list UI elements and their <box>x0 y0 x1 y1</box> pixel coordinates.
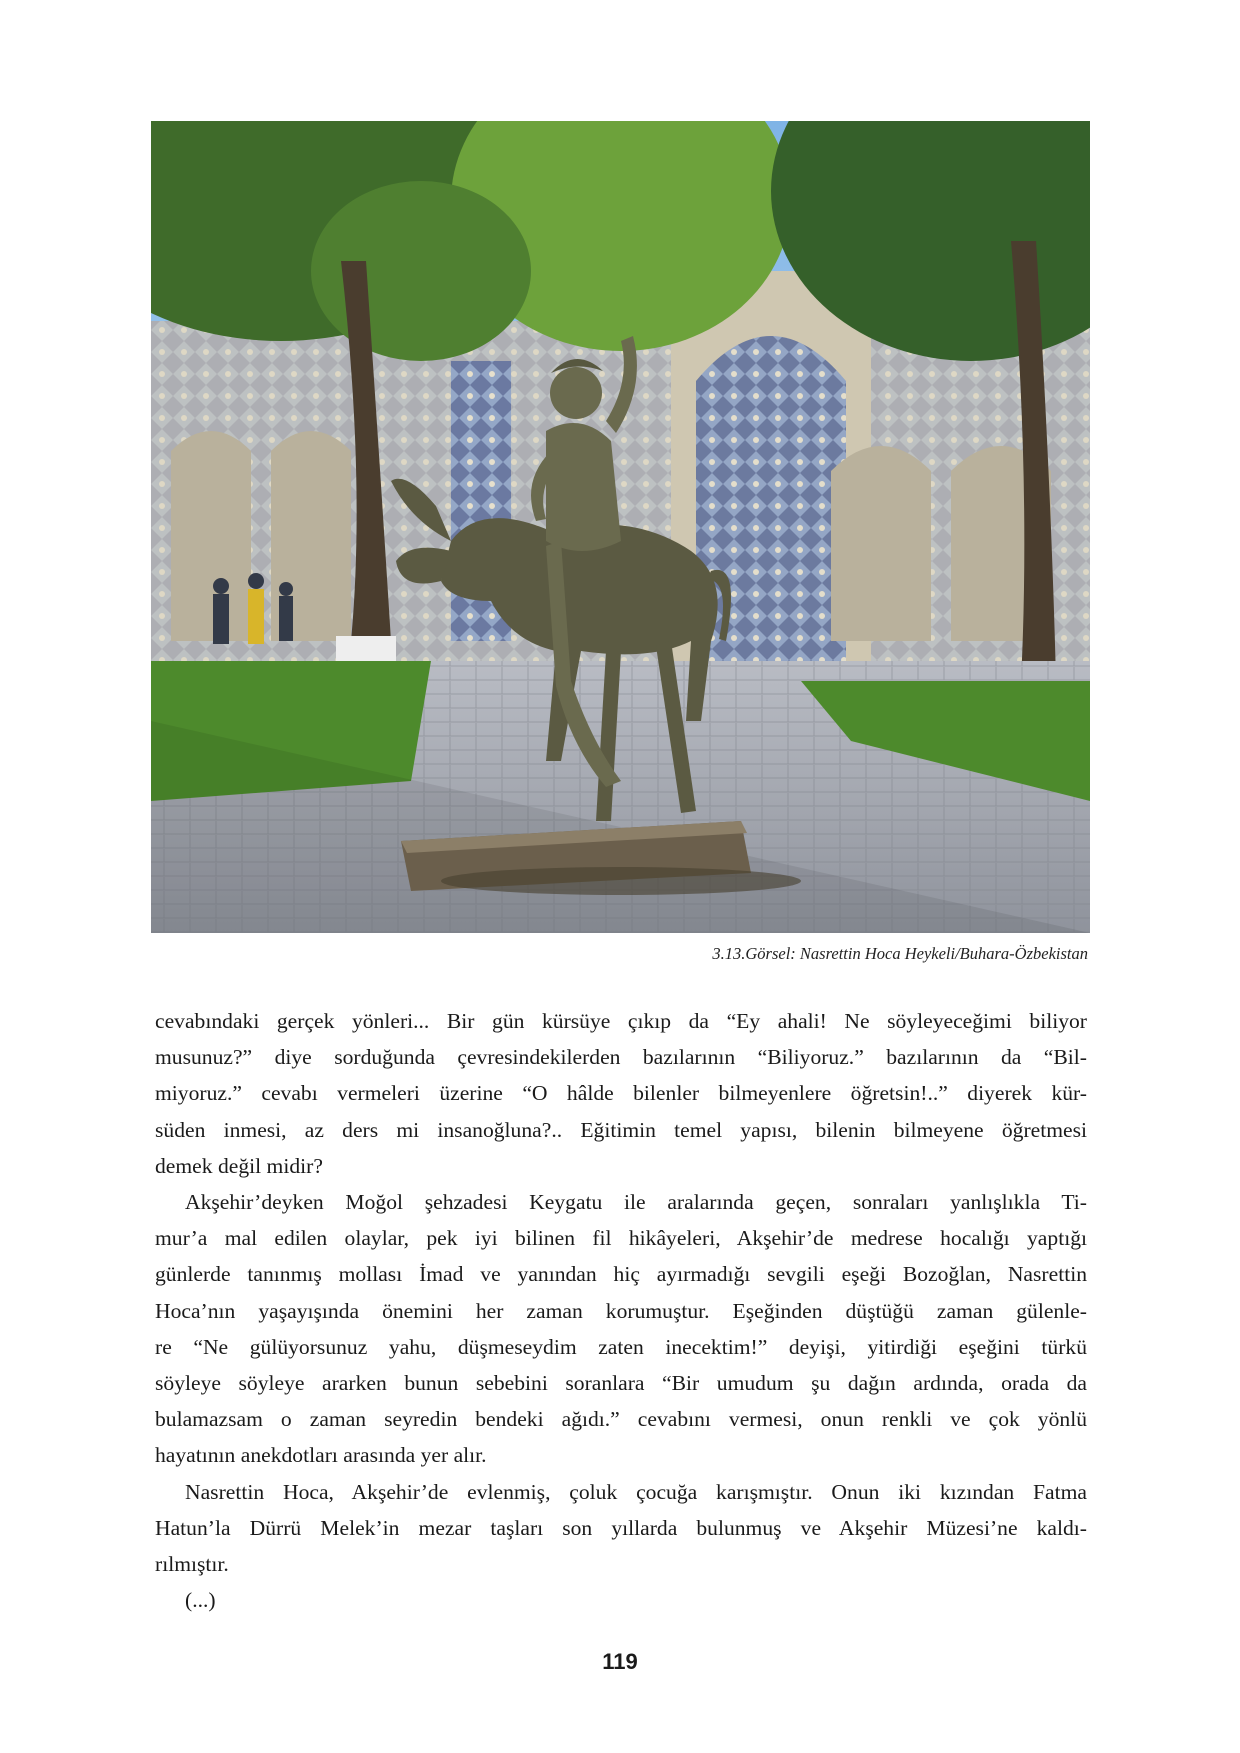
body-text <box>155 1003 1087 1618</box>
paragraph-2 <box>155 1184 1087 1474</box>
text-line: re “Ne gülüyorsunuz yahu, düşmeseydim zaten inecektim!” deyişi, yitirdiği eşeğini türkü <box>155 1334 1087 1359</box>
text-line: bulamazsam o zaman seyredin bendeki ağıdı.” cevabını vermesi, onun renkli ve çok yönlü <box>155 1407 1087 1432</box>
text-line: süden inmesi, az ders mi insanoğluna?.. Eğitimin temel yapısı, bilenin bilmeyene öğretmesi <box>155 1117 1087 1142</box>
text-line: söyleye söyleye ararken bunun sebebini soranlara “Bir umudum şu dağın ardında, orada da <box>155 1371 1087 1396</box>
text-line: rılmıştır. <box>155 1552 229 1577</box>
text-line: (...) <box>185 1588 216 1613</box>
figure-caption: 3.13.Görsel: Nasrettin Hoca Heykeli/Buhara-Özbekistan <box>712 944 1088 963</box>
text-line: günlerde tanınmış mollası İmad ve yanından hiç ayırmadığı sevgili eşeği Bozoğlan, Nasrettin <box>155 1262 1087 1287</box>
statue-photo-illustration <box>151 121 1090 933</box>
text-line: hayatının anekdotları arasında yer alır. <box>155 1443 487 1468</box>
text-line: demek değil midir? <box>155 1153 323 1178</box>
paragraph-1 <box>155 1003 1087 1184</box>
text-line: Nasrettin Hoca, Akşehir’de evlenmiş, çoluk çocuğa karışmıştır. Onun iki kızından Fatma <box>185 1479 1087 1504</box>
text-line: Hatun’la Dürrü Melek’in mezar taşları son yıllarda bulunmuş ve Akşehir Müzesi’ne kaldı- <box>155 1515 1087 1540</box>
text-line: miyoruz.” cevabı vermeleri üzerine “O hâlde bilenler bilmeyenlere öğretsin!..” diyerek kür- <box>155 1081 1087 1106</box>
page-number: 119 <box>602 1649 638 1674</box>
text-line: Akşehir’deyken Moğol şehzadesi Keygatu ile aralarında geçen, sonraları yanlışlıkla Ti- <box>185 1190 1087 1215</box>
paragraph-3 <box>155 1474 1087 1583</box>
text-line: Hoca’nın yaşayışında önemini her zaman korumuştur. Eşeğinden düştüğü zaman gülenle- <box>155 1298 1087 1323</box>
text-line: musunuz?” diye sorduğunda çevresindekilerden bazılarının “Biliyoruz.” bazılarının da “Bil- <box>155 1045 1087 1070</box>
statue-photo <box>151 121 1090 933</box>
text-line: cevabındaki gerçek yönleri... Bir gün kürsüye çıkıp da “Ey ahali! Ne söyleyeceğimi biliyor <box>155 1009 1087 1033</box>
text-line: mur’a mal edilen olaylar, pek iyi bilinen fil hikâyeleri, Akşehir’de medrese hocalığı yaptığı <box>155 1226 1087 1251</box>
paragraph-4 <box>155 1582 1087 1618</box>
